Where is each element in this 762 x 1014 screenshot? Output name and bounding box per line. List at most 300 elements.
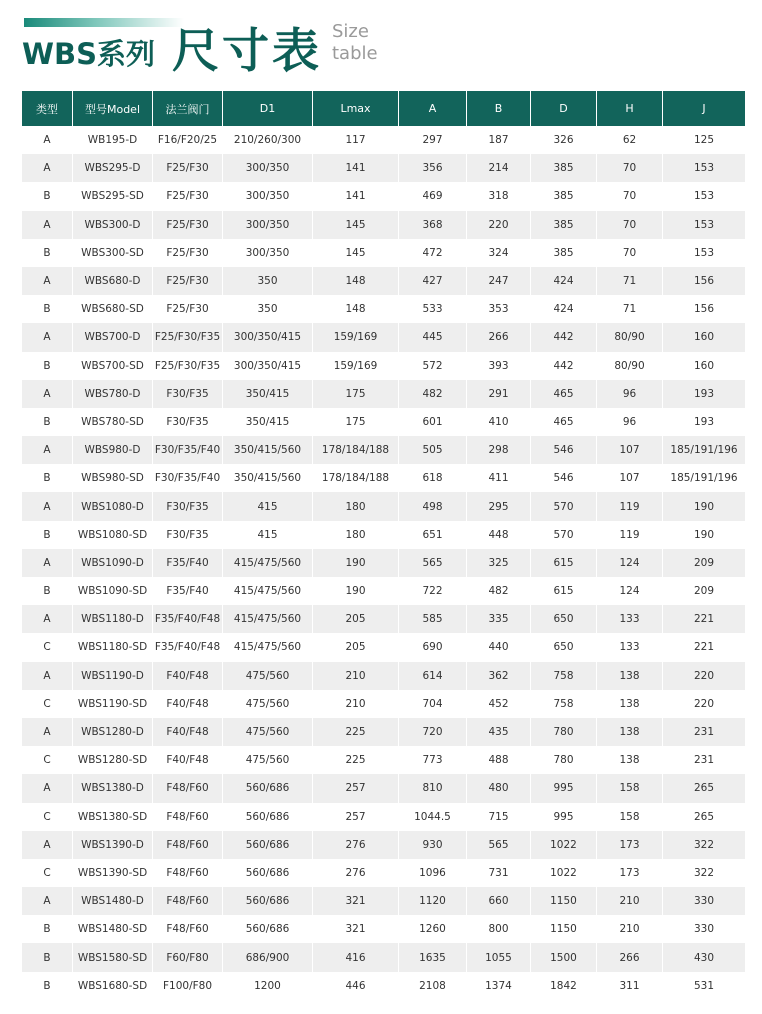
cell-j: 231 [662,746,745,774]
cell-h: 96 [596,380,662,408]
cell-d1: 350/415/560 [222,436,312,464]
cell-j: 322 [662,831,745,859]
cell-d: 385 [530,239,596,267]
table-row [22,690,745,718]
cell-model: WBS1380-SD [72,803,152,831]
subtitle-size: Size [332,21,369,42]
cell-h: 311 [596,972,662,1000]
cell-j: 209 [662,549,745,577]
cell-d: 780 [530,718,596,746]
column-header-a: A [398,91,466,126]
cell-b: 324 [466,239,530,267]
cell-d1: 415 [222,492,312,520]
cell-b: 393 [466,352,530,380]
cell-lmax: 257 [312,774,398,802]
table-row [22,352,745,380]
cell-type: B [22,943,72,971]
cell-a: 565 [398,549,466,577]
cell-type: C [22,690,72,718]
cell-h: 70 [596,239,662,267]
table-row [22,521,745,549]
cell-d: 385 [530,154,596,182]
cell-d: 570 [530,521,596,549]
cell-a: 585 [398,605,466,633]
table-body [22,126,745,1000]
cell-b: 220 [466,211,530,239]
cell-type: B [22,352,72,380]
cell-model: WBS780-D [72,380,152,408]
cell-d1: 475/560 [222,690,312,718]
cell-model: WBS300-SD [72,239,152,267]
cell-d: 1022 [530,859,596,887]
cell-a: 1096 [398,859,466,887]
cell-type: B [22,408,72,436]
cell-d1: 350 [222,295,312,323]
cell-lmax: 141 [312,154,398,182]
cell-flange: F25/F30 [152,182,222,210]
cell-j: 190 [662,492,745,520]
table-row [22,464,745,492]
cell-h: 133 [596,605,662,633]
cell-d: 385 [530,211,596,239]
cell-model: WBS1190-SD [72,690,152,718]
cell-j: 330 [662,915,745,943]
decorative-gradient-bar [24,18,184,27]
cell-type: C [22,803,72,831]
column-header-d1: D1 [222,91,312,126]
cell-model: WBS1280-SD [72,746,152,774]
cell-a: 482 [398,380,466,408]
cell-lmax: 210 [312,662,398,690]
cell-a: 533 [398,295,466,323]
table-row [22,211,745,239]
subtitle-table: table [332,43,378,64]
cell-model: WBS1180-D [72,605,152,633]
cell-a: 445 [398,323,466,351]
cell-a: 1044.5 [398,803,466,831]
cell-d: 1150 [530,887,596,915]
cell-d: 546 [530,436,596,464]
cell-b: 214 [466,154,530,182]
table-row [22,605,745,633]
cell-h: 173 [596,859,662,887]
table-row [22,972,745,1000]
cell-d1: 415/475/560 [222,577,312,605]
cell-a: 469 [398,182,466,210]
cell-h: 80/90 [596,352,662,380]
cell-type: A [22,718,72,746]
cell-d: 650 [530,605,596,633]
series-title: WBS系列 [22,37,155,71]
column-header-flange: 法兰阀门 [152,91,222,126]
cell-flange: F48/F60 [152,887,222,915]
cell-a: 1635 [398,943,466,971]
cell-d1: 415 [222,521,312,549]
cell-j: 160 [662,323,745,351]
cell-j: 156 [662,267,745,295]
cell-type: B [22,577,72,605]
cell-model: WBS1090-SD [72,577,152,605]
table-row [22,943,745,971]
cell-b: 565 [466,831,530,859]
cell-lmax: 321 [312,887,398,915]
cell-model: WBS1480-D [72,887,152,915]
cell-flange: F25/F30 [152,267,222,295]
cell-flange: F35/F40/F48 [152,605,222,633]
cell-flange: F30/F35/F40 [152,436,222,464]
cell-model: WBS1080-D [72,492,152,520]
cell-j: 153 [662,182,745,210]
cell-h: 158 [596,803,662,831]
cell-b: 247 [466,267,530,295]
cell-b: 353 [466,295,530,323]
cell-d: 780 [530,746,596,774]
cell-model: WBS980-D [72,436,152,464]
table-row [22,154,745,182]
table-row [22,492,745,520]
cell-j: 209 [662,577,745,605]
cell-b: 295 [466,492,530,520]
cell-model: WBS1080-SD [72,521,152,549]
cell-lmax: 148 [312,267,398,295]
cell-d1: 475/560 [222,718,312,746]
cell-b: 362 [466,662,530,690]
cell-d: 995 [530,803,596,831]
cell-type: B [22,295,72,323]
cell-h: 138 [596,746,662,774]
cell-h: 210 [596,887,662,915]
cell-b: 1374 [466,972,530,1000]
cell-d1: 560/686 [222,887,312,915]
table-row [22,549,745,577]
table-row [22,859,745,887]
cell-model: WBS1580-SD [72,943,152,971]
cell-j: 330 [662,887,745,915]
cell-lmax: 145 [312,239,398,267]
cell-d: 758 [530,690,596,718]
cell-h: 173 [596,831,662,859]
cell-flange: F48/F60 [152,915,222,943]
column-header-h: H [596,91,662,126]
cell-d: 1842 [530,972,596,1000]
table-row [22,774,745,802]
cell-d: 1500 [530,943,596,971]
cell-h: 62 [596,126,662,154]
cell-b: 480 [466,774,530,802]
cell-d1: 415/475/560 [222,605,312,633]
cell-lmax: 210 [312,690,398,718]
table-row [22,267,745,295]
cell-a: 368 [398,211,466,239]
table-row [22,803,745,831]
cell-model: WB195-D [72,126,152,154]
cell-d1: 350/415 [222,380,312,408]
cell-lmax: 159/169 [312,352,398,380]
cell-d1: 475/560 [222,662,312,690]
cell-type: A [22,436,72,464]
cell-b: 298 [466,436,530,464]
cell-h: 133 [596,633,662,661]
cell-type: A [22,831,72,859]
cell-flange: F35/F40 [152,549,222,577]
cell-h: 138 [596,690,662,718]
cell-d: 424 [530,295,596,323]
table-row [22,718,745,746]
cell-d1: 560/686 [222,831,312,859]
cell-j: 193 [662,408,745,436]
cell-b: 482 [466,577,530,605]
cell-d: 758 [530,662,596,690]
cell-d1: 350 [222,267,312,295]
cell-h: 138 [596,718,662,746]
column-header-b: B [466,91,530,126]
cell-type: A [22,662,72,690]
cell-j: 160 [662,352,745,380]
cell-type: C [22,746,72,774]
table-row [22,239,745,267]
cell-model: WBS980-SD [72,464,152,492]
cell-lmax: 276 [312,859,398,887]
cell-flange: F30/F35 [152,380,222,408]
page-title: 尺寸表 [172,24,322,79]
cell-h: 71 [596,267,662,295]
cell-d1: 300/350 [222,182,312,210]
cell-type: A [22,492,72,520]
cell-a: 614 [398,662,466,690]
cell-d: 465 [530,380,596,408]
cell-lmax: 175 [312,380,398,408]
cell-d1: 415/475/560 [222,633,312,661]
cell-d: 995 [530,774,596,802]
cell-a: 930 [398,831,466,859]
cell-h: 124 [596,577,662,605]
cell-flange: F25/F30 [152,295,222,323]
cell-lmax: 148 [312,295,398,323]
cell-d1: 415/475/560 [222,549,312,577]
cell-model: WBS295-D [72,154,152,182]
cell-d: 615 [530,577,596,605]
cell-flange: F25/F30 [152,239,222,267]
cell-j: 153 [662,154,745,182]
cell-flange: F48/F60 [152,803,222,831]
cell-lmax: 225 [312,746,398,774]
cell-h: 80/90 [596,323,662,351]
cell-h: 107 [596,436,662,464]
cell-flange: F100/F80 [152,972,222,1000]
cell-j: 322 [662,859,745,887]
cell-a: 773 [398,746,466,774]
cell-h: 70 [596,182,662,210]
table-row [22,633,745,661]
table-header-row [22,91,745,126]
cell-d1: 1200 [222,972,312,1000]
cell-a: 2108 [398,972,466,1000]
cell-d: 442 [530,323,596,351]
cell-b: 187 [466,126,530,154]
cell-flange: F40/F48 [152,718,222,746]
cell-lmax: 178/184/188 [312,464,398,492]
cell-flange: F40/F48 [152,746,222,774]
cell-h: 158 [596,774,662,802]
cell-a: 472 [398,239,466,267]
cell-lmax: 446 [312,972,398,1000]
cell-h: 124 [596,549,662,577]
cell-d: 326 [530,126,596,154]
cell-model: WBS780-SD [72,408,152,436]
cell-b: 411 [466,464,530,492]
cell-lmax: 416 [312,943,398,971]
cell-flange: F40/F48 [152,690,222,718]
cell-lmax: 180 [312,492,398,520]
cell-d: 465 [530,408,596,436]
cell-d1: 560/686 [222,915,312,943]
table-row [22,915,745,943]
cell-b: 488 [466,746,530,774]
cell-j: 221 [662,605,745,633]
cell-b: 266 [466,323,530,351]
cell-a: 356 [398,154,466,182]
cell-type: B [22,915,72,943]
cell-type: A [22,323,72,351]
cell-type: C [22,859,72,887]
cell-a: 1120 [398,887,466,915]
cell-flange: F30/F35 [152,492,222,520]
cell-j: 153 [662,239,745,267]
cell-b: 452 [466,690,530,718]
cell-lmax: 145 [312,211,398,239]
cell-lmax: 175 [312,408,398,436]
cell-flange: F40/F48 [152,662,222,690]
cell-a: 427 [398,267,466,295]
table-row [22,323,745,351]
cell-d1: 560/686 [222,774,312,802]
cell-a: 690 [398,633,466,661]
cell-d1: 300/350 [222,211,312,239]
cell-d1: 300/350 [222,154,312,182]
column-header-d: D [530,91,596,126]
cell-j: 231 [662,718,745,746]
cell-j: 153 [662,211,745,239]
cell-a: 810 [398,774,466,802]
cell-a: 505 [398,436,466,464]
cell-d1: 686/900 [222,943,312,971]
cell-j: 220 [662,662,745,690]
cell-type: B [22,182,72,210]
cell-lmax: 321 [312,915,398,943]
cell-b: 325 [466,549,530,577]
cell-type: A [22,126,72,154]
cell-h: 119 [596,492,662,520]
cell-a: 618 [398,464,466,492]
table-row [22,295,745,323]
cell-model: WBS700-D [72,323,152,351]
cell-lmax: 205 [312,633,398,661]
cell-d: 1022 [530,831,596,859]
cell-h: 107 [596,464,662,492]
cell-a: 572 [398,352,466,380]
cell-h: 96 [596,408,662,436]
cell-type: B [22,521,72,549]
column-header-model: 型号Model [72,91,152,126]
cell-model: WBS680-SD [72,295,152,323]
cell-model: WBS1090-D [72,549,152,577]
cell-lmax: 190 [312,577,398,605]
cell-h: 70 [596,211,662,239]
cell-model: WBS680-D [72,267,152,295]
cell-lmax: 178/184/188 [312,436,398,464]
cell-h: 119 [596,521,662,549]
cell-model: WBS700-SD [72,352,152,380]
cell-j: 125 [662,126,745,154]
cell-flange: F35/F40/F48 [152,633,222,661]
cell-d1: 300/350 [222,239,312,267]
cell-d1: 350/415 [222,408,312,436]
cell-flange: F30/F35 [152,408,222,436]
cell-d1: 300/350/415 [222,323,312,351]
cell-h: 210 [596,915,662,943]
cell-flange: F48/F60 [152,774,222,802]
cell-lmax: 180 [312,521,398,549]
table-row [22,126,745,154]
cell-d: 424 [530,267,596,295]
cell-d: 442 [530,352,596,380]
cell-type: B [22,972,72,1000]
cell-d: 650 [530,633,596,661]
cell-b: 1055 [466,943,530,971]
cell-d: 546 [530,464,596,492]
cell-j: 185/191/196 [662,436,745,464]
cell-model: WBS1380-D [72,774,152,802]
cell-b: 448 [466,521,530,549]
cell-b: 410 [466,408,530,436]
cell-lmax: 141 [312,182,398,210]
cell-b: 731 [466,859,530,887]
column-header-lmax: Lmax [312,91,398,126]
cell-lmax: 190 [312,549,398,577]
cell-type: A [22,211,72,239]
table-row [22,380,745,408]
cell-d1: 300/350/415 [222,352,312,380]
cell-b: 715 [466,803,530,831]
cell-j: 221 [662,633,745,661]
cell-d: 570 [530,492,596,520]
cell-h: 266 [596,943,662,971]
cell-d1: 210/260/300 [222,126,312,154]
cell-b: 335 [466,605,530,633]
cell-a: 720 [398,718,466,746]
cell-j: 193 [662,380,745,408]
cell-j: 190 [662,521,745,549]
cell-b: 660 [466,887,530,915]
cell-d1: 350/415/560 [222,464,312,492]
cell-d: 385 [530,182,596,210]
cell-h: 138 [596,662,662,690]
cell-a: 498 [398,492,466,520]
cell-type: B [22,464,72,492]
table-row [22,408,745,436]
cell-model: WBS1280-D [72,718,152,746]
size-table [22,91,745,1000]
cell-lmax: 276 [312,831,398,859]
cell-flange: F25/F30 [152,211,222,239]
cell-b: 435 [466,718,530,746]
table-row [22,831,745,859]
cell-d1: 560/686 [222,803,312,831]
cell-lmax: 205 [312,605,398,633]
cell-j: 430 [662,943,745,971]
cell-a: 1260 [398,915,466,943]
table-row [22,182,745,210]
